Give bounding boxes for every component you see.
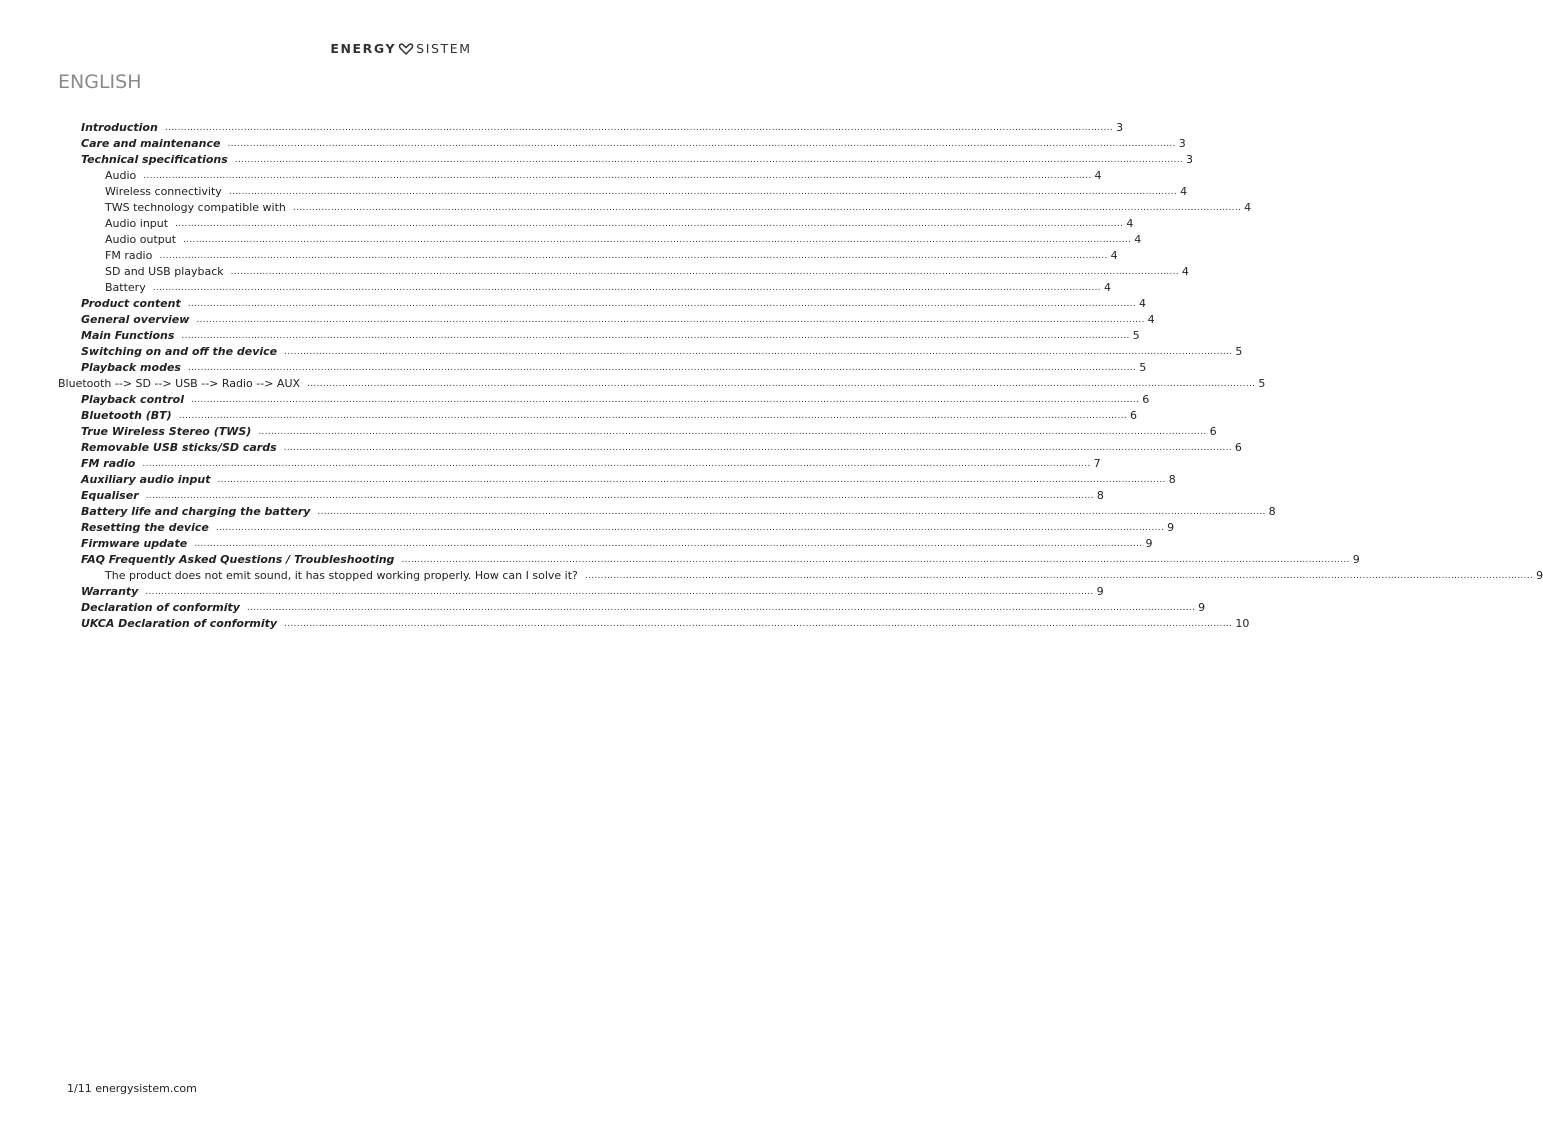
toc-page-number: 5 <box>1258 377 1266 390</box>
toc-entry[interactable] <box>81 599 1206 615</box>
toc-dot-leader: ............................................................................................................................................................................................................................................................................................................ <box>152 283 1101 293</box>
toc-dot-leader: ............................................................................................................................................................................................................................................................................................................ <box>145 587 1094 597</box>
toc-page-number: 9 <box>1536 569 1543 582</box>
toc-dot-leader: ............................................................................................................................................................................................................................................................................................................ <box>142 459 1091 469</box>
toc-entry[interactable] <box>81 423 1217 439</box>
toc-entry-title: Main Functions <box>81 329 175 342</box>
toc-entry-title: Product content <box>81 297 181 310</box>
toc-entry[interactable] <box>81 135 1186 151</box>
toc-entry-title: General overview <box>81 313 190 326</box>
toc-dot-leader: ............................................................................................................................................................................................................................................................................................................ <box>164 123 1114 133</box>
toc-entry[interactable] <box>81 407 1137 423</box>
toc-page-number: 4 <box>1180 185 1188 198</box>
toc-page-number: 6 <box>1234 441 1242 454</box>
toc-dot-leader: ............................................................................................................................................................................................................................................................................................................ <box>178 411 1127 421</box>
toc-entry-title: Auxiliary audio input <box>81 473 211 486</box>
toc-entry-title: Switching on and off the device <box>81 345 278 358</box>
toc-entry-title: FM radio <box>81 457 136 470</box>
toc-entry-title: Technical specifications <box>81 153 228 166</box>
toc-entry-title: Audio <box>105 169 137 182</box>
toc-entry-title: Playback control <box>81 393 184 406</box>
toc-dot-leader: ............................................................................................................................................................................................................................................................................................................ <box>187 299 1136 309</box>
toc-entry[interactable] <box>105 215 1134 231</box>
heart-check-icon <box>398 43 414 55</box>
toc-page-number: 4 <box>1103 281 1111 294</box>
toc-page-number: 5 <box>1132 329 1140 342</box>
toc-entry-title: Firmware update <box>81 537 188 550</box>
toc-dot-leader: ............................................................................................................................................................................................................................................................................................................ <box>401 555 1350 565</box>
toc-entry-title: True Wireless Stereo (TWS) <box>81 425 252 438</box>
toc-page-number: 4 <box>1139 297 1146 310</box>
toc-dot-leader: ............................................................................................................................................................................................................................................................................................................ <box>159 251 1108 261</box>
toc-page-number: 9 <box>1145 537 1153 550</box>
toc-dot-leader: ............................................................................................................................................................................................................................................................................................................ <box>190 395 1140 405</box>
toc-page-number: 8 <box>1268 505 1276 518</box>
toc-page-number: 6 <box>1129 409 1137 422</box>
toc-dot-leader: ............................................................................................................................................................................................................................................................................................................ <box>317 507 1266 517</box>
toc-entry-title: SD and USB playback <box>105 265 224 278</box>
logo-text-sistem: SISTEM <box>416 41 472 56</box>
toc-page-number: 9 <box>1167 521 1175 534</box>
toc-entry[interactable] <box>81 359 1147 375</box>
toc-entry-title: Equaliser <box>81 489 139 502</box>
toc-dot-leader: ............................................................................................................................................................................................................................................................................................................ <box>145 491 1094 501</box>
toc-page-number: 4 <box>1181 265 1189 278</box>
footer-website[interactable]: energysistem.com <box>95 1082 197 1095</box>
toc-page-number: 5 <box>1235 345 1243 358</box>
toc-entry[interactable] <box>105 567 1543 583</box>
toc-dot-leader: ............................................................................................................................................................................................................................................................................................................ <box>307 379 1256 389</box>
toc-entry-title: Battery life and charging the battery <box>81 505 311 518</box>
toc-entry[interactable] <box>81 487 1104 503</box>
toc-entry-title: FM radio <box>105 249 153 262</box>
page-footer <box>67 1082 197 1095</box>
toc-page-number: 4 <box>1094 169 1102 182</box>
toc-entry-title: Playback modes <box>81 361 181 374</box>
toc-page-number: 9 <box>1096 585 1104 598</box>
toc-dot-leader: ............................................................................................................................................................................................................................................................................................................ <box>584 571 1534 581</box>
toc-entry[interactable] <box>81 391 1150 407</box>
toc-dot-leader: ............................................................................................................................................................................................................................................................................................................ <box>227 139 1176 149</box>
toc-entry[interactable] <box>105 199 1252 215</box>
toc-entry[interactable] <box>105 231 1142 247</box>
toc-entry[interactable] <box>81 343 1243 359</box>
logo-text-energy: ENERGY <box>330 41 397 56</box>
toc-entry-title: FAQ Frequently Asked Questions / Troubleshooting <box>81 553 395 566</box>
toc-dot-leader: ............................................................................................................................................................................................................................................................................................................ <box>196 315 1145 325</box>
page-indicator: 1/11 <box>67 1082 92 1095</box>
toc-dot-leader: ............................................................................................................................................................................................................................................................................................................ <box>143 171 1092 181</box>
toc-entry[interactable] <box>81 439 1242 455</box>
toc-entry-title: Audio input <box>105 217 169 230</box>
toc-page-number: 10 <box>1235 617 1250 630</box>
toc-entry-title: Introduction <box>81 121 158 134</box>
toc-page-number: 4 <box>1126 217 1134 230</box>
toc-entry-title: Bluetooth --> SD --> USB --> Radio --> AUX <box>58 377 301 390</box>
toc-page-number: 7 <box>1093 457 1101 470</box>
language-title: ENGLISH <box>58 71 142 93</box>
toc-entry-title: UKCA Declaration of conformity <box>81 617 278 630</box>
toc-dot-leader: ............................................................................................................................................................................................................................................................................................................ <box>284 619 1233 629</box>
toc-entry[interactable] <box>81 551 1360 567</box>
toc-dot-leader: ............................................................................................................................................................................................................................................................................................................ <box>194 539 1143 549</box>
toc-entry-title: Audio output <box>105 233 177 246</box>
toc-page-number: 9 <box>1198 601 1206 614</box>
toc-entry[interactable] <box>81 311 1155 327</box>
toc-entry[interactable] <box>105 263 1189 279</box>
toc-entry-title: Removable USB sticks/SD cards <box>81 441 277 454</box>
toc-entry[interactable] <box>81 151 1194 167</box>
toc-dot-leader: ............................................................................................................................................................................................................................................................................................................ <box>258 427 1207 437</box>
toc-page-number: 6 <box>1142 393 1150 406</box>
toc-entry[interactable] <box>105 279 1111 295</box>
toc-entry[interactable] <box>81 519 1175 535</box>
toc-dot-leader: ............................................................................................................................................................................................................................................................................................................ <box>234 155 1184 165</box>
brand-logo <box>0 41 802 56</box>
toc-entry[interactable] <box>105 167 1102 183</box>
toc-page-number: 4 <box>1134 233 1142 246</box>
toc-entry-title: Battery <box>105 281 146 294</box>
toc-entry[interactable] <box>105 247 1118 263</box>
toc-entry[interactable] <box>105 183 1188 199</box>
toc-entry[interactable] <box>81 535 1153 551</box>
toc-page-number: 4 <box>1147 313 1155 326</box>
toc-page-number: 3 <box>1186 153 1194 166</box>
toc-entry[interactable] <box>81 503 1276 519</box>
toc-dot-leader: ............................................................................................................................................................................................................................................................................................................ <box>175 219 1124 229</box>
toc-entry[interactable] <box>58 375 1266 391</box>
toc-dot-leader: ............................................................................................................................................................................................................................................................................................................ <box>217 475 1166 485</box>
toc-dot-leader: ............................................................................................................................................................................................................................................................................................................ <box>292 203 1242 213</box>
toc-entry[interactable] <box>81 295 1146 311</box>
toc-entry[interactable] <box>81 471 1176 487</box>
toc-page-number: 6 <box>1209 425 1217 438</box>
toc-page-number: 4 <box>1110 249 1118 262</box>
toc-page-number: 4 <box>1244 201 1252 214</box>
toc-dot-leader: ............................................................................................................................................................................................................................................................................................................ <box>228 187 1178 197</box>
toc-entry[interactable] <box>81 327 1140 343</box>
toc-dot-leader: ............................................................................................................................................................................................................................................................................................................ <box>187 363 1137 373</box>
toc-page-number: 9 <box>1352 553 1360 566</box>
toc-dot-leader: ............................................................................................................................................................................................................................................................................................................ <box>230 267 1179 277</box>
toc-entry-title: The product does not emit sound, it has stopped working properly. How can I solve it? <box>105 569 578 582</box>
toc-dot-leader: ............................................................................................................................................................................................................................................................................................................ <box>246 603 1196 613</box>
toc-entry[interactable] <box>81 119 1124 135</box>
toc-page-number: 3 <box>1178 137 1186 150</box>
toc-dot-leader: ............................................................................................................................................................................................................................................................................................................ <box>183 235 1132 245</box>
toc-page-number: 3 <box>1116 121 1124 134</box>
toc-entry-title: Declaration of conformity <box>81 601 240 614</box>
toc-dot-leader: ............................................................................................................................................................................................................................................................................................................ <box>181 331 1130 341</box>
toc-page-number: 8 <box>1168 473 1176 486</box>
toc-entry-title: TWS technology compatible with <box>105 201 286 214</box>
toc-entry-title: Bluetooth (BT) <box>81 409 172 422</box>
toc-dot-leader: ............................................................................................................................................................................................................................................................................................................ <box>284 347 1233 357</box>
toc-entry-title: Care and maintenance <box>81 137 221 150</box>
toc-dot-leader: ............................................................................................................................................................................................................................................................................................................ <box>215 523 1165 533</box>
toc-page-number: 8 <box>1096 489 1104 502</box>
toc-entry-title: Warranty <box>81 585 139 598</box>
toc-entry-title: Resetting the device <box>81 521 209 534</box>
toc-page-number: 5 <box>1139 361 1147 374</box>
toc-entry[interactable] <box>81 583 1104 599</box>
toc-entry[interactable] <box>81 615 1250 631</box>
toc-entry[interactable] <box>81 455 1101 471</box>
toc-entry-title: Wireless connectivity <box>105 185 222 198</box>
toc-dot-leader: ............................................................................................................................................................................................................................................................................................................ <box>283 443 1232 453</box>
